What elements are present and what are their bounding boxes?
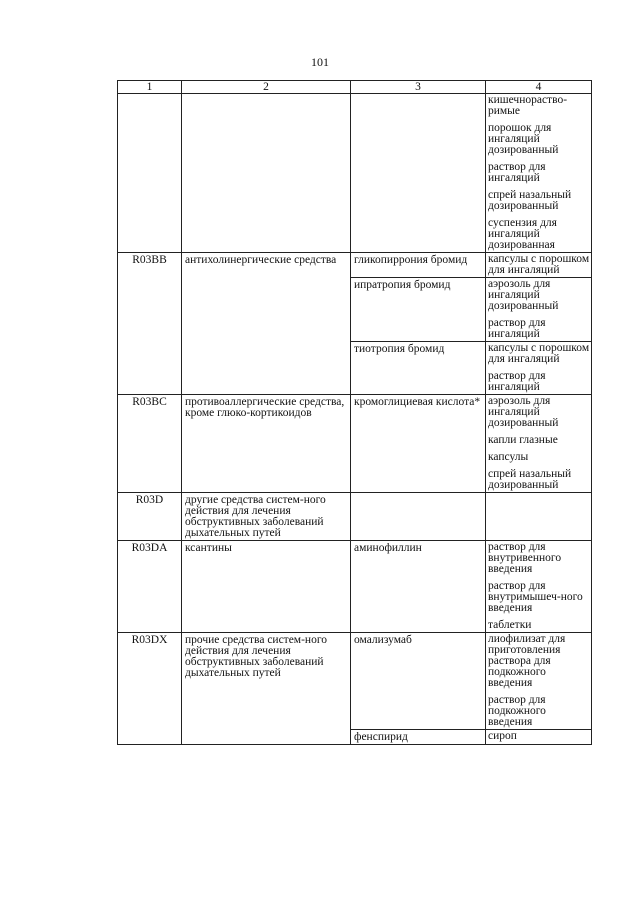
group-name-cell: прочие средства систем-ного действия для лечения обструктивных заболеваний дыхательных путей [182, 633, 351, 745]
table-header-row [118, 81, 592, 94]
group-name-cell: антихолинергические средства [182, 253, 351, 395]
drug-name-cell: омализумаб [351, 633, 486, 730]
table-row [118, 541, 592, 633]
atc-code-cell [118, 94, 182, 253]
dosage-form-item: кишечнораство-римые [488, 94, 568, 117]
dosage-form-list [488, 343, 591, 393]
dosage-form-list [488, 542, 591, 631]
dosage-form-item: раствор для подкожного введения [488, 694, 546, 728]
dosage-form-item: лиофилизат для приготовления раствора для подкожного введения [488, 633, 566, 689]
dosage-form-list [488, 634, 591, 728]
column-header: 2 [182, 81, 351, 94]
dosage-forms-cell [486, 730, 592, 745]
atc-code-cell: R03BB [118, 253, 182, 395]
dosage-form-item: капсулы [488, 451, 529, 463]
dosage-forms-cell [486, 94, 592, 253]
dosage-form-item: раствор для ингаляций [488, 370, 546, 393]
dosage-forms-cell [486, 633, 592, 730]
table-row [118, 395, 592, 493]
page-number: 101 [311, 55, 329, 69]
dosage-form-item: аэрозоль для ингаляций дозированный [488, 395, 559, 429]
group-name-cell [182, 94, 351, 253]
dosage-form-item: спрей назальный дозированный [488, 189, 572, 212]
drug-name-cell [351, 94, 486, 253]
dosage-forms-cell [486, 253, 592, 278]
dosage-form-item: суспензия для ингаляций дозированная [488, 217, 557, 251]
dosage-forms-cell [486, 541, 592, 633]
group-name-cell: ксантины [182, 541, 351, 633]
dosage-form-item: капли глазные [488, 434, 558, 446]
dosage-forms-cell [486, 278, 592, 342]
dosage-forms-cell [486, 493, 592, 541]
group-name-cell: противоаллергические средства, кроме глюко-кортикоидов [182, 395, 351, 493]
dosage-form-item: раствор для ингаляций [488, 317, 546, 340]
dosage-form-item: сироп [488, 730, 517, 742]
dosage-form-list [488, 396, 591, 491]
drug-name-cell [351, 493, 486, 541]
table-body [118, 94, 592, 745]
dosage-form-item: спрей назальный дозированный [488, 468, 572, 491]
atc-code-cell: R03BC [118, 395, 182, 493]
table-row [118, 493, 592, 541]
dosage-forms-cell [486, 395, 592, 493]
dosage-form-list [488, 95, 591, 251]
dosage-form-item: капсулы с порошком для ингаляций [488, 342, 590, 365]
dosage-form-list [488, 254, 591, 276]
drug-name-cell: гликопиррония бромид [351, 253, 486, 278]
drug-table [117, 80, 592, 745]
dosage-form-item: раствор для ингаляций [488, 161, 546, 184]
column-header: 3 [351, 81, 486, 94]
dosage-form-item: раствор для внутривенного введения [488, 541, 562, 575]
table-row [118, 253, 592, 278]
atc-code-cell: R03D [118, 493, 182, 541]
drug-name-cell: аминофиллин [351, 541, 486, 633]
atc-code-cell: R03DX [118, 633, 182, 745]
dosage-form-item: порошок для ингаляций дозированный [488, 122, 559, 156]
drug-name-cell: ипратропия бромид [351, 278, 486, 342]
table-row [118, 94, 592, 253]
dosage-forms-cell [486, 342, 592, 395]
drug-name-cell: кромоглициевая кислота* [351, 395, 486, 493]
dosage-form-item: таблетки [488, 619, 532, 631]
dosage-form-list [488, 731, 591, 742]
group-name-cell: другие средства систем-ного действия для лечения обструктивных заболеваний дыхательных путей [182, 493, 351, 541]
dosage-form-item: капсулы с порошком для ингаляций [488, 253, 590, 276]
column-header: 4 [486, 81, 592, 94]
dosage-form-list [488, 279, 591, 340]
drug-name-cell: тиотропия бромид [351, 342, 486, 395]
table-row [118, 633, 592, 730]
dosage-form-item: аэрозоль для ингаляций дозированный [488, 278, 559, 312]
atc-code-cell: R03DA [118, 541, 182, 633]
drug-name-cell: фенспирид [351, 730, 486, 745]
dosage-form-item: раствор для внутримышеч-ного введения [488, 580, 583, 614]
column-header: 1 [118, 81, 182, 94]
